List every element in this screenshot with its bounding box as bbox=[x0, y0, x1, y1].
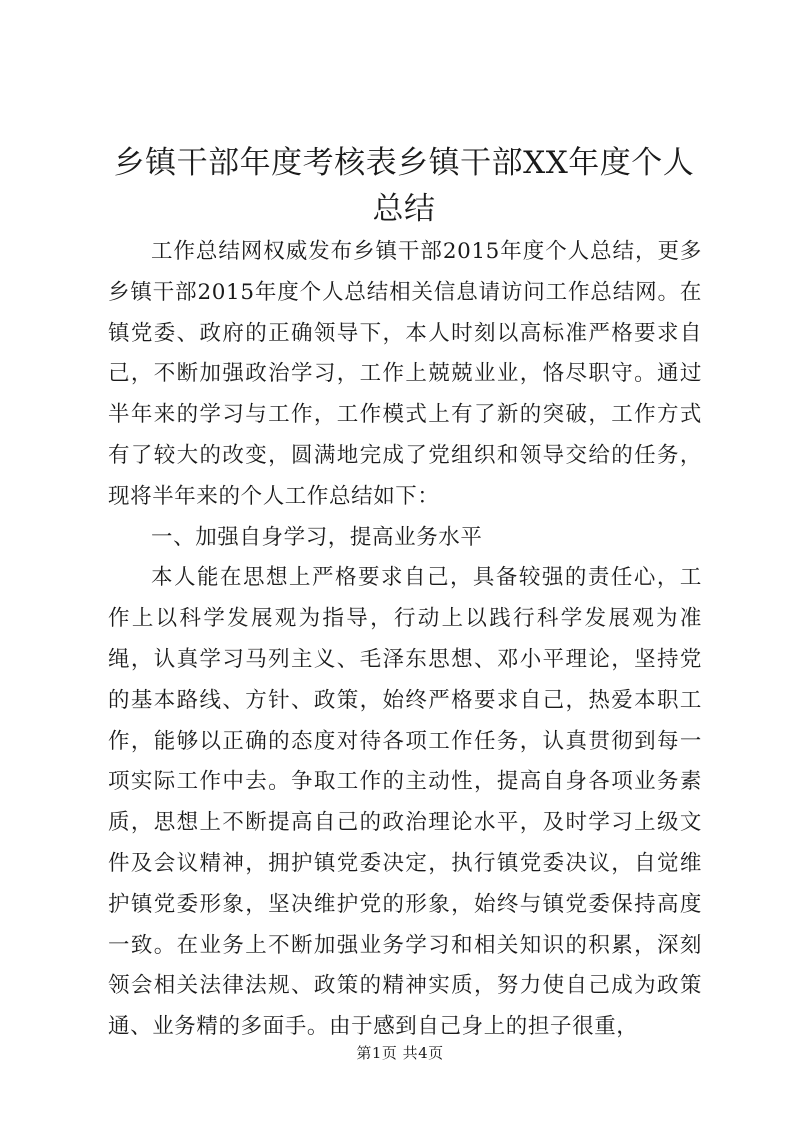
document-body bbox=[108, 232, 702, 1048]
page-number-footer: 第1页 共4页 bbox=[356, 1044, 444, 1062]
section-heading: 一、加强自身学习，提高业务水平 bbox=[151, 524, 483, 550]
document-title: 乡镇干部年度考核表乡镇干部XX年度个人总结 bbox=[113, 145, 695, 227]
intro-paragraph: 工作总结网权威发布乡镇干部2015年度个人总结，更多乡镇干部2015年度个人总结相关信息请访问工作总结网。在镇党委、政府的正确领导下，本人时刻以高标准严格要求自己，不断加强政治学习，工作上兢兢业业，恪尽职守。通过半年来的学习与工作，工作模式上有了新的突破，工作方式有了较大的改变，圆满地完成了党组织和领导交给的任务，现将半年来的个人工作总结如下： bbox=[108, 239, 702, 509]
section-paragraph: 本人能在思想上严格要求自己，具备较强的责任心，工作上以科学发展观为指导，行动上以践行科学发展观为准绳，认真学习马列主义、毛泽东思想、邓小平理论，坚持党的基本路线、方针、政策，始终严格要求自己，热爱本职工作，能够以正确的态度对待各项工作任务，认真贯彻到每一项实际工作中去。争取工作的主动性，提高自身各项业务素质，思想上不断提高自己的政治理论水平，及时学习上级文件及会议精神，拥护镇党委决定，执行镇党委决议，自觉维护镇党委形象，坚决维护党的形象，始终与镇党委保持高度一致。在业务上不断加强业务学习和相关知识的积累，深刻领会相关法律法规、政策的精神实质，努力使自己成为政策通、业务精的多面手。由于感到自己身上的担子很重， bbox=[108, 565, 702, 1040]
